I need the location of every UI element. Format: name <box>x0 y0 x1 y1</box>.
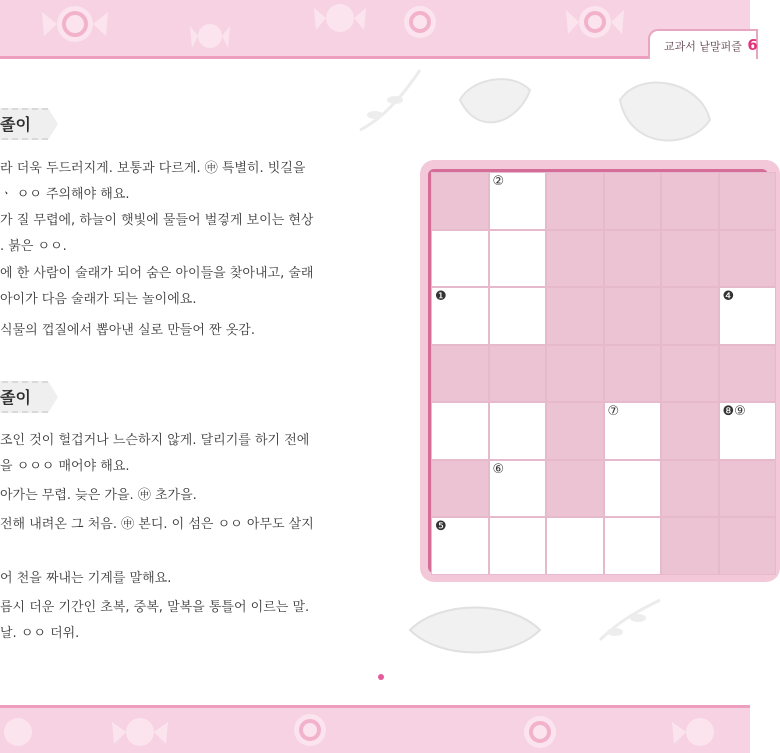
section-1-badge <box>0 108 48 140</box>
answer-cell[interactable] <box>546 517 604 575</box>
leaf-decoration-bottom <box>400 590 700 680</box>
candy-icon <box>270 708 350 750</box>
blocked-cell <box>546 345 604 403</box>
blocked-cell <box>546 230 604 288</box>
clue-line: 조인 것이 헐겁거나 느슨하지 않게. 달리기를 하기 전에 <box>0 433 310 448</box>
top-decorative-band <box>0 0 750 59</box>
answer-cell[interactable] <box>431 287 489 345</box>
clue-line: 을 ㅇㅇㅇ 매어야 해요. <box>0 459 130 474</box>
blocked-cell <box>661 517 719 575</box>
blocked-cell <box>604 230 662 288</box>
blocked-cell <box>661 172 719 230</box>
clue-line: 가 질 무렵에, 하늘이 햇빛에 물들어 벌겋게 보이는 현상 <box>0 213 314 228</box>
section-2-badge-label: 졸이 <box>0 388 31 407</box>
blocked-cell <box>604 345 662 403</box>
candy-icon <box>500 710 580 750</box>
answer-cell[interactable] <box>604 402 662 460</box>
blocked-cell <box>719 345 777 403</box>
blocked-cell <box>546 402 604 460</box>
candy-icon <box>560 2 630 46</box>
clue-line: ㆍ ㅇㅇ 주의해야 해요. <box>0 187 130 202</box>
blocked-cell <box>661 402 719 460</box>
candy-icon <box>40 2 110 46</box>
answer-cell[interactable] <box>604 517 662 575</box>
answer-cell[interactable] <box>489 402 547 460</box>
blocked-cell <box>431 172 489 230</box>
section-1-badge-label: 졸이 <box>0 115 31 134</box>
clue-line: 아가는 무렵. 늦은 가을. ㊥ 초가을. <box>0 488 197 503</box>
candy-icon <box>395 2 445 46</box>
answer-cell[interactable] <box>604 460 662 518</box>
clue-line: 전해 내려온 그 처음. ㊥ 본디. 이 섬은 ㅇㅇ 아무도 살지 <box>0 517 314 532</box>
blocked-cell <box>546 287 604 345</box>
blocked-cell <box>546 172 604 230</box>
page-dot <box>378 674 384 680</box>
blocked-cell <box>719 517 777 575</box>
clue-line: 아이가 다음 술래가 되는 놀이에요. <box>0 292 197 307</box>
candy-icon <box>310 2 370 38</box>
blocked-cell <box>719 230 777 288</box>
answer-cell[interactable] <box>431 402 489 460</box>
answer-cell[interactable] <box>431 517 489 575</box>
clue-line: 어 천을 짜내는 기계를 말해요. <box>0 571 172 586</box>
clue-number: ❽⑨ <box>722 404 746 419</box>
clue-number: ❺ <box>435 519 447 534</box>
blocked-cell <box>719 172 777 230</box>
section-2-badge <box>0 381 48 413</box>
answer-cell[interactable] <box>489 230 547 288</box>
book-number: 6 <box>747 36 758 54</box>
clue-number: ② <box>492 174 505 189</box>
clue-number: ❹ <box>722 289 735 304</box>
blocked-cell <box>604 287 662 345</box>
blocked-cell <box>546 460 604 518</box>
clue-number: ⑦ <box>607 404 620 419</box>
book-title: 교과서 낱말퍼즐 <box>664 40 742 53</box>
clue-line: . 붉은 ㅇㅇ. <box>0 239 67 254</box>
clue-line: 날. ㅇㅇ 더위. <box>0 626 80 641</box>
answer-cell[interactable] <box>489 460 547 518</box>
blocked-cell <box>489 345 547 403</box>
blocked-cell <box>431 345 489 403</box>
blocked-cell <box>661 287 719 345</box>
clue-line: 에 한 사람이 술래가 되어 숨은 아이들을 찾아내고, 술래 <box>0 266 314 281</box>
blocked-cell <box>661 345 719 403</box>
answer-cell[interactable] <box>719 287 777 345</box>
clue-number: ❶ <box>435 289 447 304</box>
clue-line: 름시 더운 기간인 초복, 중복, 말복을 통틀어 이르는 말. <box>0 600 310 615</box>
answer-cell[interactable] <box>719 402 777 460</box>
answer-cell[interactable] <box>489 172 547 230</box>
clue-line: 식물의 껍질에서 뽑아낸 실로 만들어 짠 옷감. <box>0 323 255 338</box>
bottom-decorative-band <box>0 705 750 753</box>
candy-icon <box>660 710 740 750</box>
answer-cell[interactable] <box>431 230 489 288</box>
answer-cell[interactable] <box>489 287 547 345</box>
candy-icon <box>100 710 180 750</box>
clue-number: ⑥ <box>492 461 505 477</box>
answer-cell[interactable] <box>489 517 547 575</box>
candy-icon <box>0 710 40 750</box>
blocked-cell <box>604 172 662 230</box>
candy-icon <box>190 18 230 54</box>
blocked-cell <box>431 460 489 518</box>
blocked-cell <box>661 230 719 288</box>
blocked-cell <box>719 460 777 518</box>
blocked-cell <box>661 460 719 518</box>
book-tab <box>648 29 758 59</box>
crossword-grid <box>428 169 768 573</box>
clue-line: 라 더욱 두드러지게. 보통과 다르게. ㊥ 특별히. 빗길을 <box>0 161 306 176</box>
